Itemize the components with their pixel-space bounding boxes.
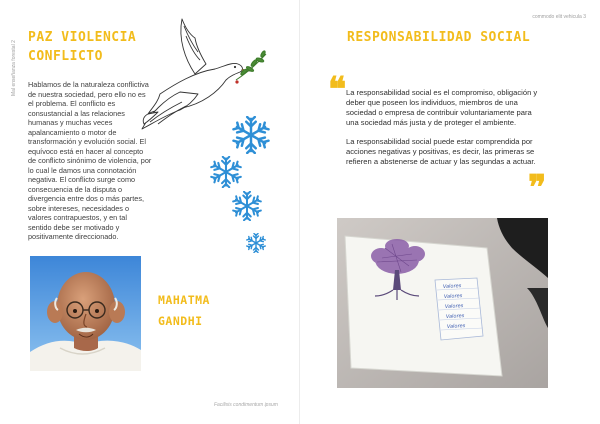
section-title-responsabilidad: RESPONSABILIDAD SOCIAL bbox=[347, 30, 531, 45]
quote-close-icon: ❞ bbox=[528, 168, 547, 208]
gandhi-name-title: MAHATMA GANDHI bbox=[158, 293, 210, 328]
snowflake-icon bbox=[210, 156, 242, 188]
side-running-label: Mal enseñanza forestal 2 bbox=[11, 40, 17, 96]
card-line: Valores bbox=[446, 323, 466, 330]
section-title-paz: PAZ VIOLENCIA CONFLICTO bbox=[28, 30, 137, 64]
page-footer: Facilisis condimentum ipsum bbox=[214, 402, 278, 408]
quote-open-icon: ❝ bbox=[328, 70, 347, 110]
responsabilidad-paragraph-2: La responsabilidad social puede estar comprendida por acciones negativas y positivas, es decir, las primeras se refieren a abstenerse de actuar y las segundas a actuar. bbox=[346, 137, 536, 166]
card-line: Valores bbox=[443, 293, 463, 300]
snowflake-icon bbox=[232, 116, 270, 154]
responsabilidad-text bbox=[346, 88, 538, 167]
snowflake-icon bbox=[246, 233, 266, 253]
responsabilidad-paragraph-1: La responsabilidad social es el compromiso, obligación y deber que poseen los individuos, miembros de una sociedad o empresa de contribuir voluntariamente para una sociedad más justa y de proteger el ambiente. bbox=[346, 88, 538, 127]
card-line: Valores bbox=[442, 283, 462, 290]
right-running-header: commodo elit vehicula 3 bbox=[532, 14, 586, 20]
card-line: Valores bbox=[445, 313, 465, 320]
snowflake-icon bbox=[232, 191, 262, 221]
card-line: Valores bbox=[444, 303, 464, 310]
gandhi-portrait bbox=[30, 256, 141, 371]
paz-body-text: Hablamos de la naturaleza conflictiva de nuestra sociedad, pero ello no es el problema. El conflicto es consustancial a las relaciones humanas y muchas veces apalancamiento o motor de transformación y evolución social. El equívoco está en hacer al concepto de conflicto sinónimo de violencia, por lo cual le damos una connotación negativa. El conflicto surge como consecuencia de la disputa o divergencia entre dos o más partes, sobre intereses, necesidades o valores contrapuestos, y en tal sentido debe ser motivado y positivamente direccionado. bbox=[28, 80, 152, 241]
craft-photo bbox=[337, 218, 548, 388]
